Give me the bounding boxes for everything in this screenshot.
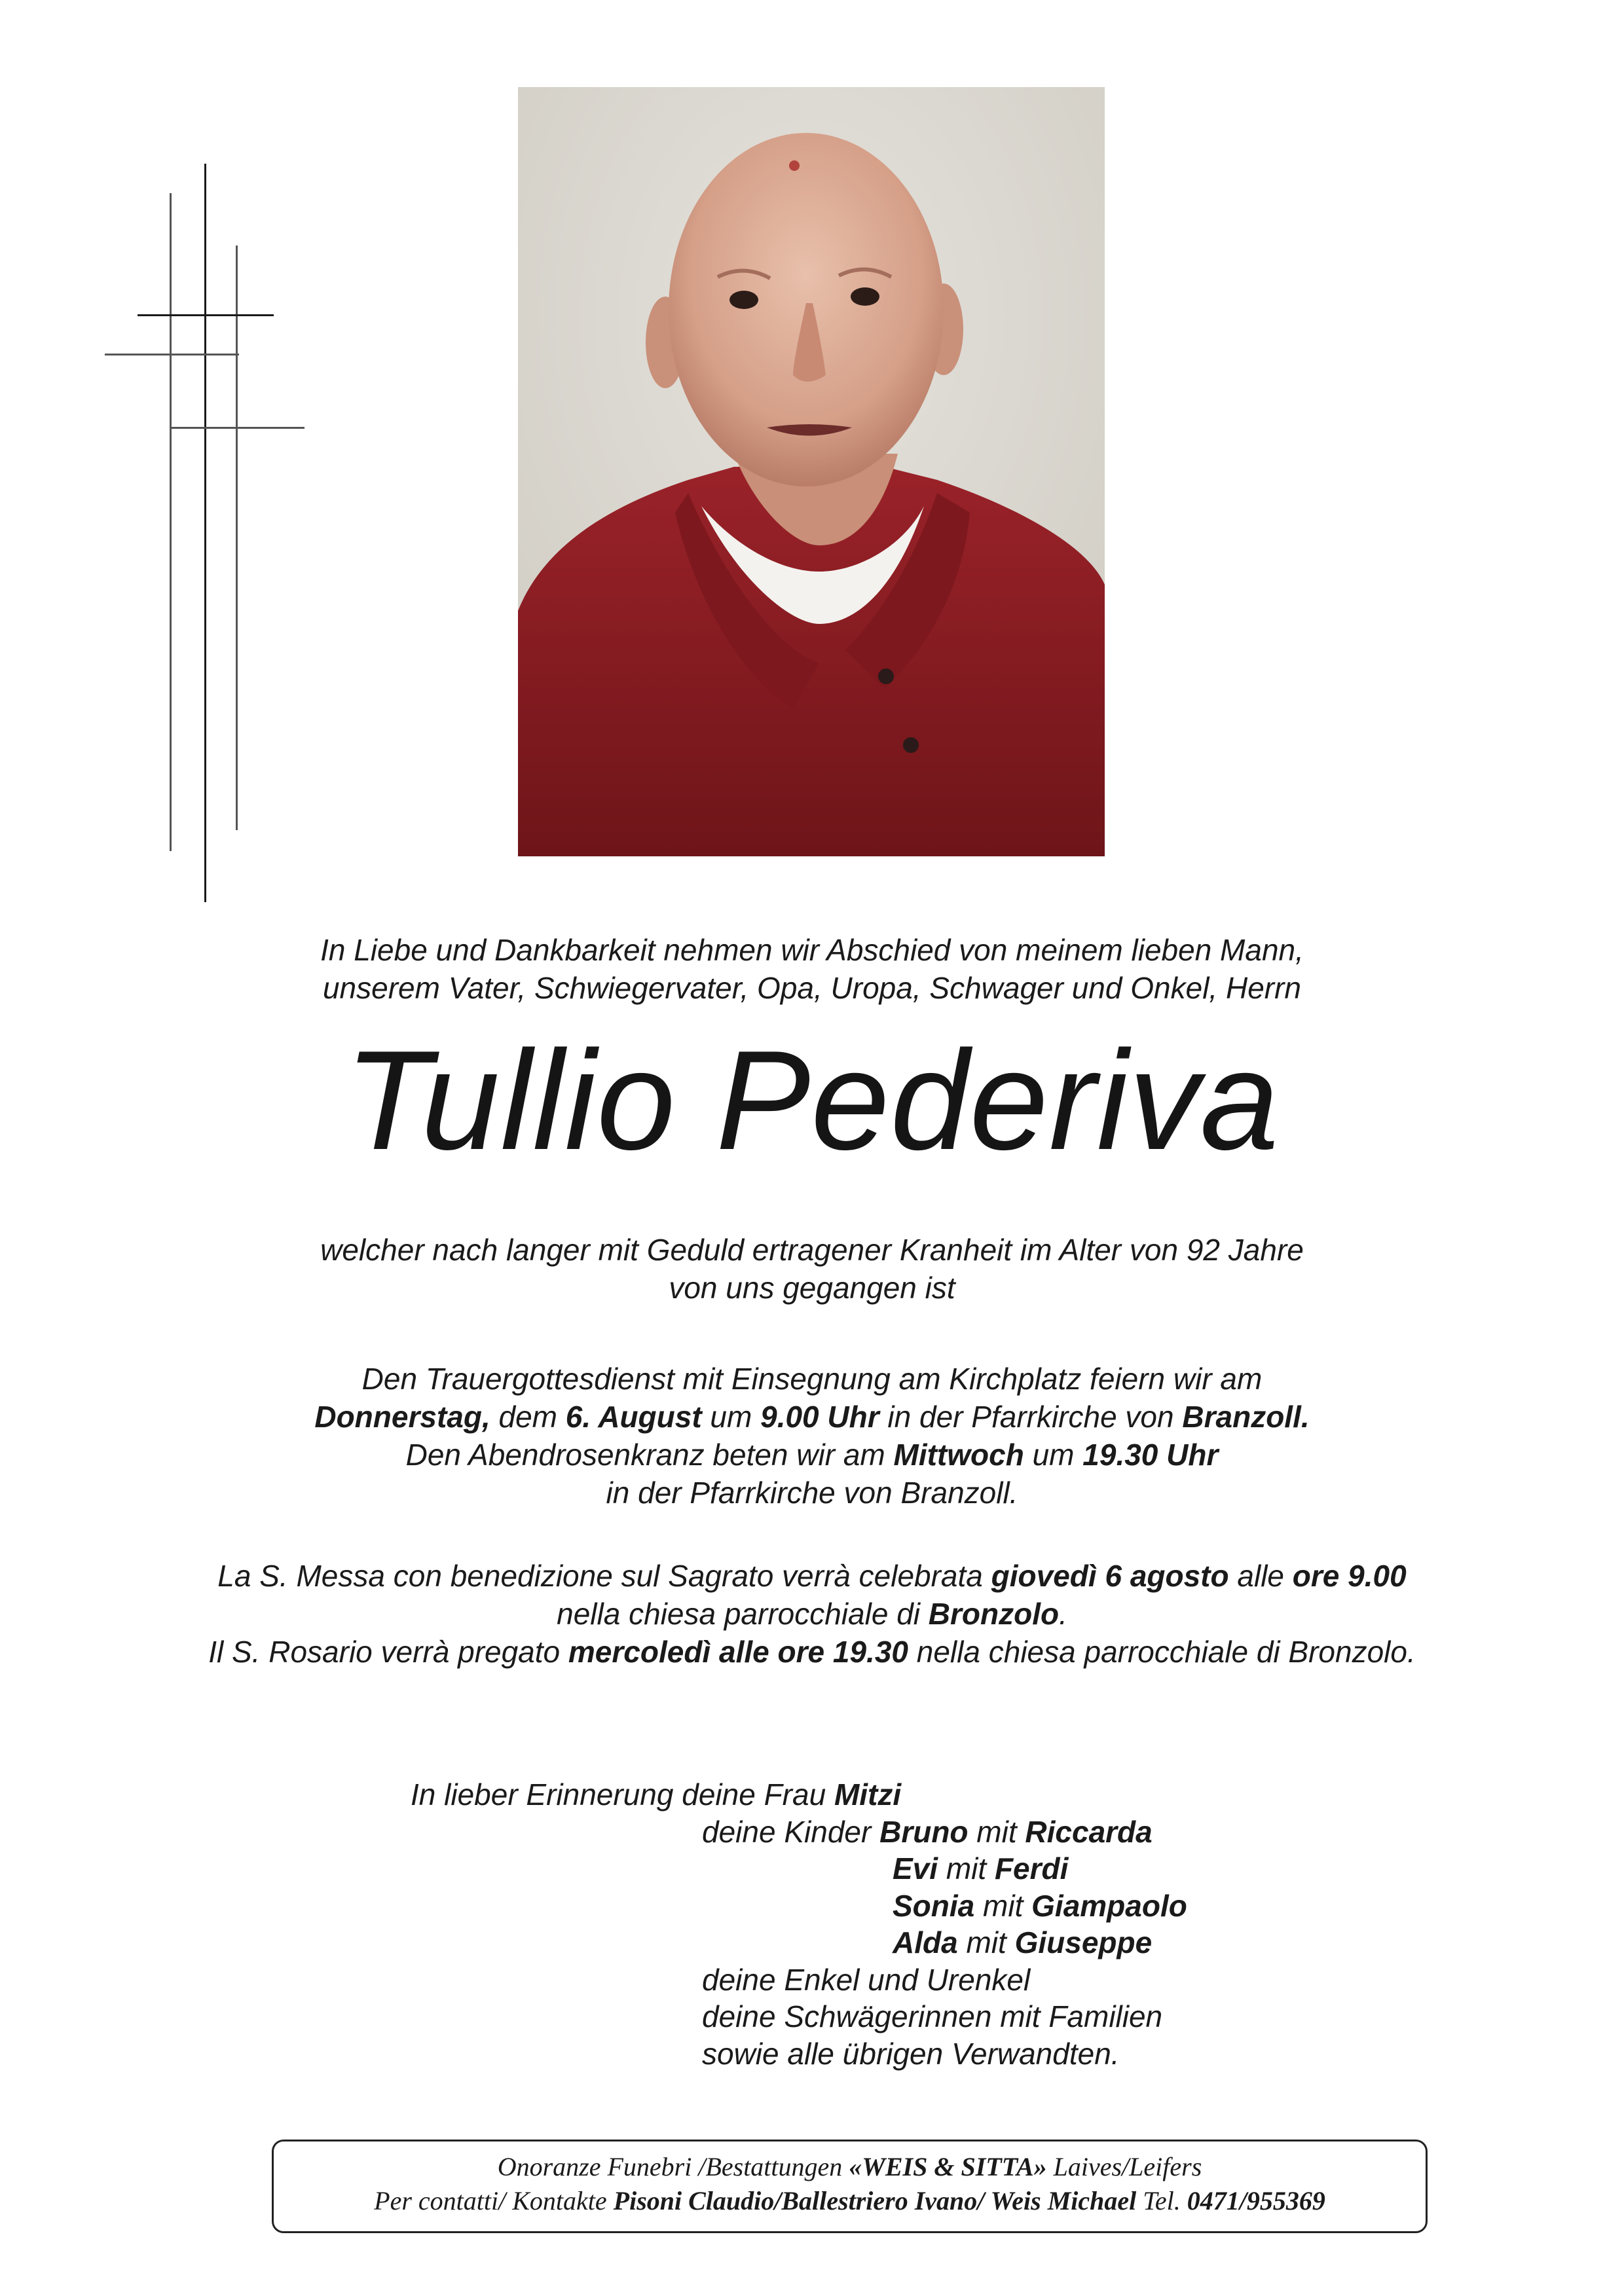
cross-vertical-right (236, 246, 238, 830)
funeral-home-contacts: Per contatti/ Kontakte Pisoni Claudio/Ballestriero Ivano/ Weis Michael Tel. 0471/955369 (374, 2186, 1325, 2215)
family-sisters-in-law: deine Schwägerinnen mit Familien (702, 1999, 1163, 2033)
italian-service-line-1: La S. Messa con benedizione sul Sagrato verrà celebrata giovedì 6 agosto alle ore 9.00 (217, 1559, 1407, 1593)
intro-line-2: unserem Vater, Schwiegervater, Opa, Uropa, Schwager und Onkel, Herrn (322, 971, 1302, 1005)
family-grandchildren: deine Enkel und Urenkel (702, 1963, 1031, 1997)
family-relatives: sowie alle übrigen Verwandten. (702, 2037, 1120, 2071)
passing-line-2: von uns gegangen ist (669, 1271, 955, 1305)
italian-service-line-2: nella chiesa parrocchiale di Bronzolo. (557, 1597, 1067, 1631)
german-service-line-3: Den Abendrosenkranz beten wir am Mittwoch um 19.30 Uhr (405, 1438, 1219, 1472)
funeral-home-box (272, 2140, 1428, 2233)
cross-horizontal-middle (105, 354, 239, 355)
intro-line-1: In Liebe und Dankbarkeit nehmen wir Abschied von meinem lieben Mann, (320, 933, 1304, 967)
italian-service-line-3: Il S. Rosario verrà pregato mercoledì alle ore 19.30 nella chiesa parrocchiale di Bronzolo. (208, 1635, 1416, 1669)
german-service-line-1: Den Trauergottesdienst mit Einsegnung am Kirchplatz feiern wir am (361, 1362, 1263, 1396)
family-child-pair: Evi mit Ferdi (893, 1851, 1069, 1886)
italian-service-text (0, 1557, 1624, 1671)
cross-horizontal-top (138, 314, 274, 316)
intro-text (0, 931, 1624, 1007)
cross-vertical-left (170, 193, 172, 851)
family-wife: In lieber Erinnerung deine Frau Mitzi (411, 1777, 902, 1812)
german-service-line-4: in der Pfarrkirche von Branzoll. (606, 1476, 1018, 1510)
passing-text (0, 1231, 1624, 1307)
funeral-home-line-1: Onoranze Funebri /Bestattungen «WEIS & SITTA» Laives/Leifers (497, 2152, 1202, 2181)
family-child-pair: Sonia mit Giampaolo (893, 1889, 1187, 1923)
cross-vertical-main (204, 164, 206, 902)
deceased-name: Tullio Pederiva (344, 1021, 1280, 1179)
portrait-illustration (518, 87, 1105, 856)
passing-line-1: welcher nach langer mit Geduld ertragener Kranheit im Alter von 92 Jahre (320, 1233, 1304, 1267)
portrait-photo (518, 87, 1105, 856)
german-service-line-2: Donnerstag, dem 6. August um 9.00 Uhr in der Pfarrkirche von Branzoll. (314, 1400, 1310, 1434)
german-service-text (0, 1360, 1624, 1512)
family-children: deine Kinder Bruno mit Riccarda (702, 1815, 1153, 1849)
cross-horizontal-bottom (170, 427, 304, 429)
family-child-pair: Alda mit Giuseppe (893, 1925, 1153, 1959)
